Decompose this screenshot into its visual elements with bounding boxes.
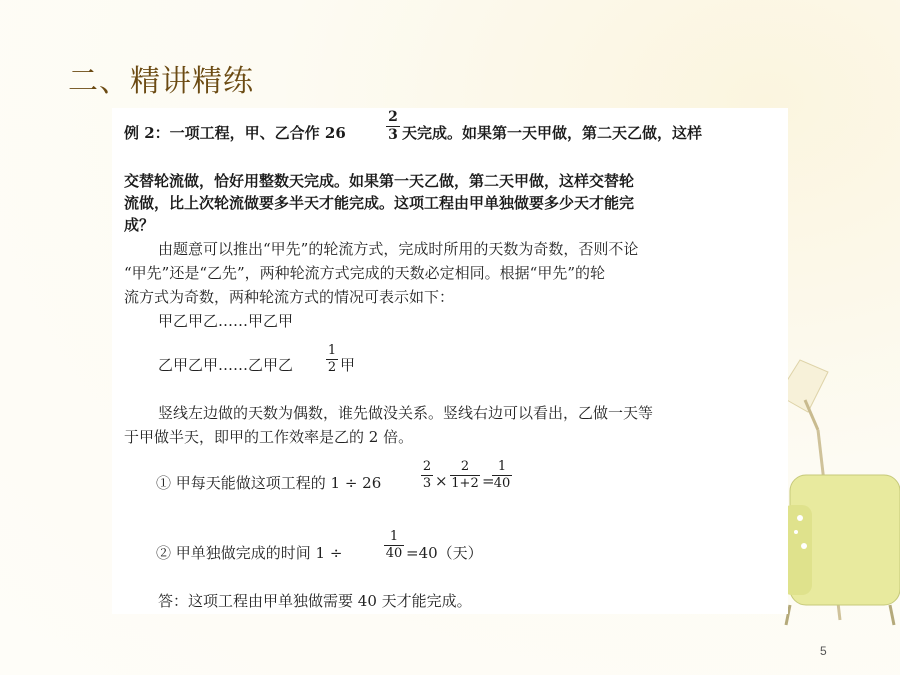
- problem-line-2: 交替轮流做，恰好用整数天完成。如果第一天乙做，第二天甲做，这样交替轮: [124, 172, 635, 190]
- step-1-fraction-2-numerator: 2: [460, 459, 470, 474]
- explanation-line-4: 竖线左边做的天数为偶数，谁先做没关系。竖线右边可以看出，乙做一天等: [158, 404, 654, 422]
- step-2-label: ② 甲单独做完成的时间 1 ÷: [156, 544, 343, 562]
- problem-fraction: [386, 110, 400, 142]
- step-1-fraction-3-numerator: 1: [497, 459, 507, 474]
- explanation-line-5: 于甲做半天，即甲的工作效率是乙的 2 倍。: [124, 428, 414, 446]
- half-fraction-denominator: 2: [327, 359, 337, 375]
- sequence-yi-first-end: 甲: [340, 356, 356, 374]
- problem-line-3: 流做，比上次轮流做要多半天才能完成。这项工程由甲单独做要多少天才能完: [124, 194, 635, 212]
- step-1-fraction-3-denominator: 40: [493, 475, 511, 491]
- step-1-fraction-3: [492, 460, 512, 490]
- step-2-fraction-denominator: 40: [385, 545, 403, 561]
- step-2-result: =40（天）: [406, 544, 483, 562]
- half-fraction-numerator: 1: [327, 343, 337, 358]
- problem-line-1a: 例 2：一项工程，甲、乙合作 26: [124, 124, 346, 142]
- step-1-fraction-1: [421, 460, 433, 490]
- problem-fraction-numerator: 2: [388, 109, 398, 125]
- page-number: 5: [820, 644, 827, 658]
- page-title: 二、精讲精练: [68, 64, 254, 99]
- explanation-line-3: 流方式为奇数，两种轮流方式的情况可表示如下：: [124, 288, 455, 306]
- explanation-line-1: 由题意可以推出“甲先”的轮流方式，完成时所用的天数为奇数，否则不论: [158, 240, 639, 258]
- problem-fraction-denominator: 3: [388, 126, 398, 143]
- times-sign: ×: [435, 472, 448, 490]
- step-1-fraction-2: [450, 460, 480, 490]
- equals-sign: =: [482, 472, 495, 490]
- step-1-fraction-1-numerator: 2: [422, 459, 432, 474]
- half-fraction: [326, 344, 338, 374]
- step-2-fraction-numerator: 1: [389, 529, 399, 544]
- content-panel: [112, 108, 788, 614]
- answer-text: 答：这项工程由甲单独做需要 40 天才能完成。: [158, 592, 472, 610]
- step-1-label: ① 甲每天能做这项工程的 1 ÷ 26: [156, 474, 382, 492]
- sequence-yi-first: 乙甲乙甲……乙甲乙: [158, 356, 294, 374]
- explanation-line-2: “甲先”还是“乙先”，两种轮流方式完成的天数必定相同。根据“甲先”的轮: [124, 264, 606, 282]
- problem-line-4: 成？: [124, 216, 155, 234]
- sequence-jia-first: 甲乙甲乙……甲乙甲: [158, 312, 294, 330]
- step-1-fraction-1-denominator: 3: [422, 475, 432, 491]
- problem-line-1b: 天完成。如果第一天甲做，第二天乙做，这样: [402, 124, 703, 142]
- step-1-fraction-2-denominator: 1+2: [451, 475, 479, 491]
- step-2-fraction: [384, 530, 404, 560]
